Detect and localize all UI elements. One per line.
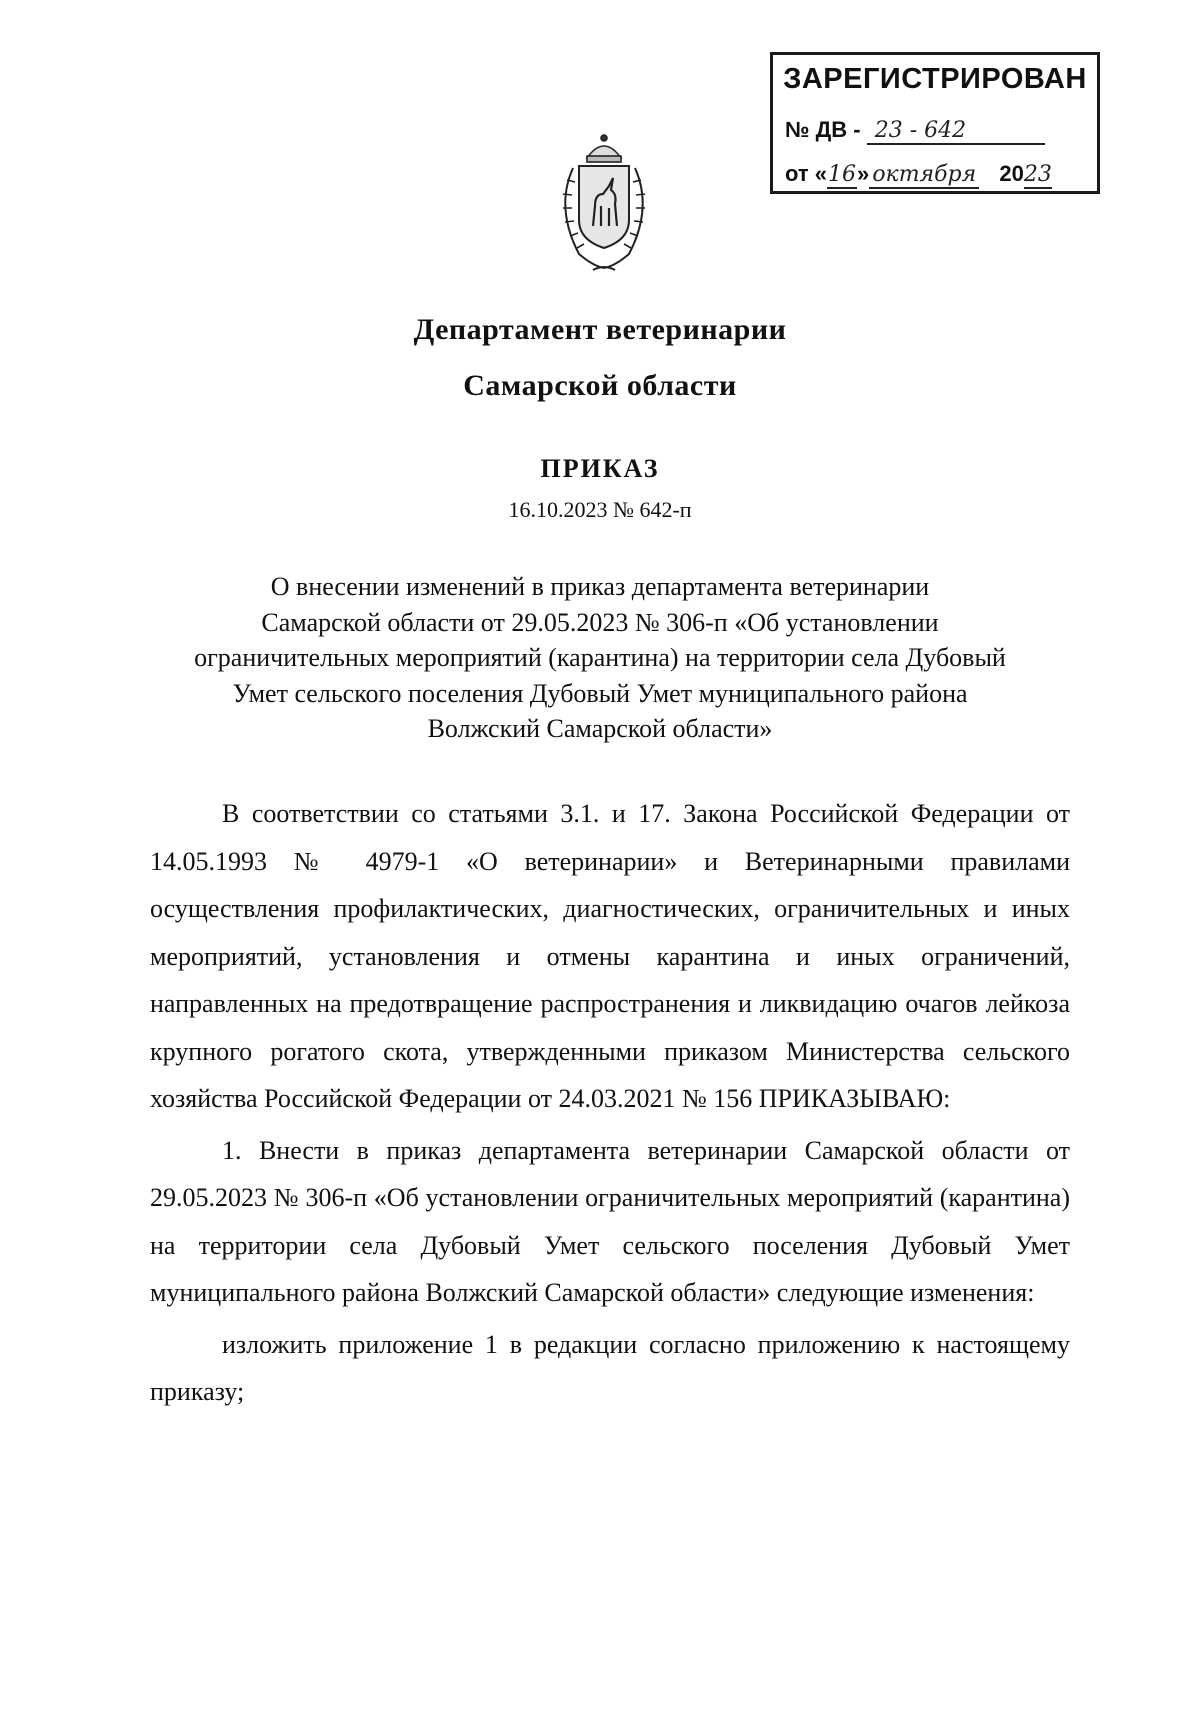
order-number: 16.10.2023 № 642-п (508, 497, 692, 522)
body-paragraph-preamble: В соответствии со статьями 3.1. и 17. Закона Российской Федерации от 14.05.1993 № 4979-1 «О ветеринарии» и Ветеринарными правилами осуществления профилактических, диагностических, ограничительных и иных мероприятий, установления и отмены карантина и иных ограничений, направленных на предотвращение распространения и ликвидацию очагов лейкоза крупного рогатого скота, утвержденными приказом Министерства сельского хозяйства Российской Федерации от 24.03.2021 № 156 ПРИКАЗЫВАЮ: (150, 799, 1070, 1113)
department-name: Департамент ветеринарии (413, 313, 787, 346)
subject-line: О внесении изменений в приказ департамента ветеринарии (270, 572, 930, 601)
stamp-date-mid: » (857, 161, 870, 186)
subject-line: Умет сельского поселения Дубовый Умет муниципального района (232, 678, 968, 708)
body-paragraph-item-1: 1. Внести в приказ департамента ветеринарии Самарской области от 29.05.2023 № 306-п «Об установлении ограничительных мероприятий (карантина) на территории села Дубовый Умет сельского поселения Дубовый Умет муниципального района Волжский Самарской области» следующие изменения: (150, 1135, 1070, 1307)
stamp-number-prefix: № ДВ - (785, 117, 861, 142)
stamp-date-prefix: от « (785, 161, 828, 186)
stamp-date-day: 16 (828, 162, 857, 187)
order-title: ПРИКАЗ (540, 454, 660, 483)
stamp-date-month: октября (869, 162, 979, 189)
samara-coat-of-arms-icon (543, 128, 665, 278)
registration-stamp (770, 52, 1100, 194)
stamp-number-value: 23 - 642 (867, 118, 1045, 145)
stamp-date-year-prefix: 20 (999, 161, 1024, 186)
stamp-title: ЗАРЕГИСТРИРОВАН (783, 63, 1087, 95)
department-region: Самарской области (463, 369, 737, 402)
body-paragraph-amendment: изложить приложение 1 в редакции согласно приложению к настоящему приказу; (150, 1329, 1070, 1406)
subject-line: ограничительных мероприятий (карантина) на территории села Дубовый (194, 643, 1006, 672)
subject-line: Волжский Самарской области» (427, 714, 773, 743)
stamp-number-line (785, 117, 1087, 145)
order-subject (150, 569, 1050, 747)
stamp-date-year-suffix: 23 (1023, 162, 1052, 187)
stamp-date-line (785, 161, 1087, 189)
order-body (150, 790, 1070, 1416)
subject-line: Самарской области от 29.05.2023 № 306-п «Об установлении (261, 607, 939, 637)
